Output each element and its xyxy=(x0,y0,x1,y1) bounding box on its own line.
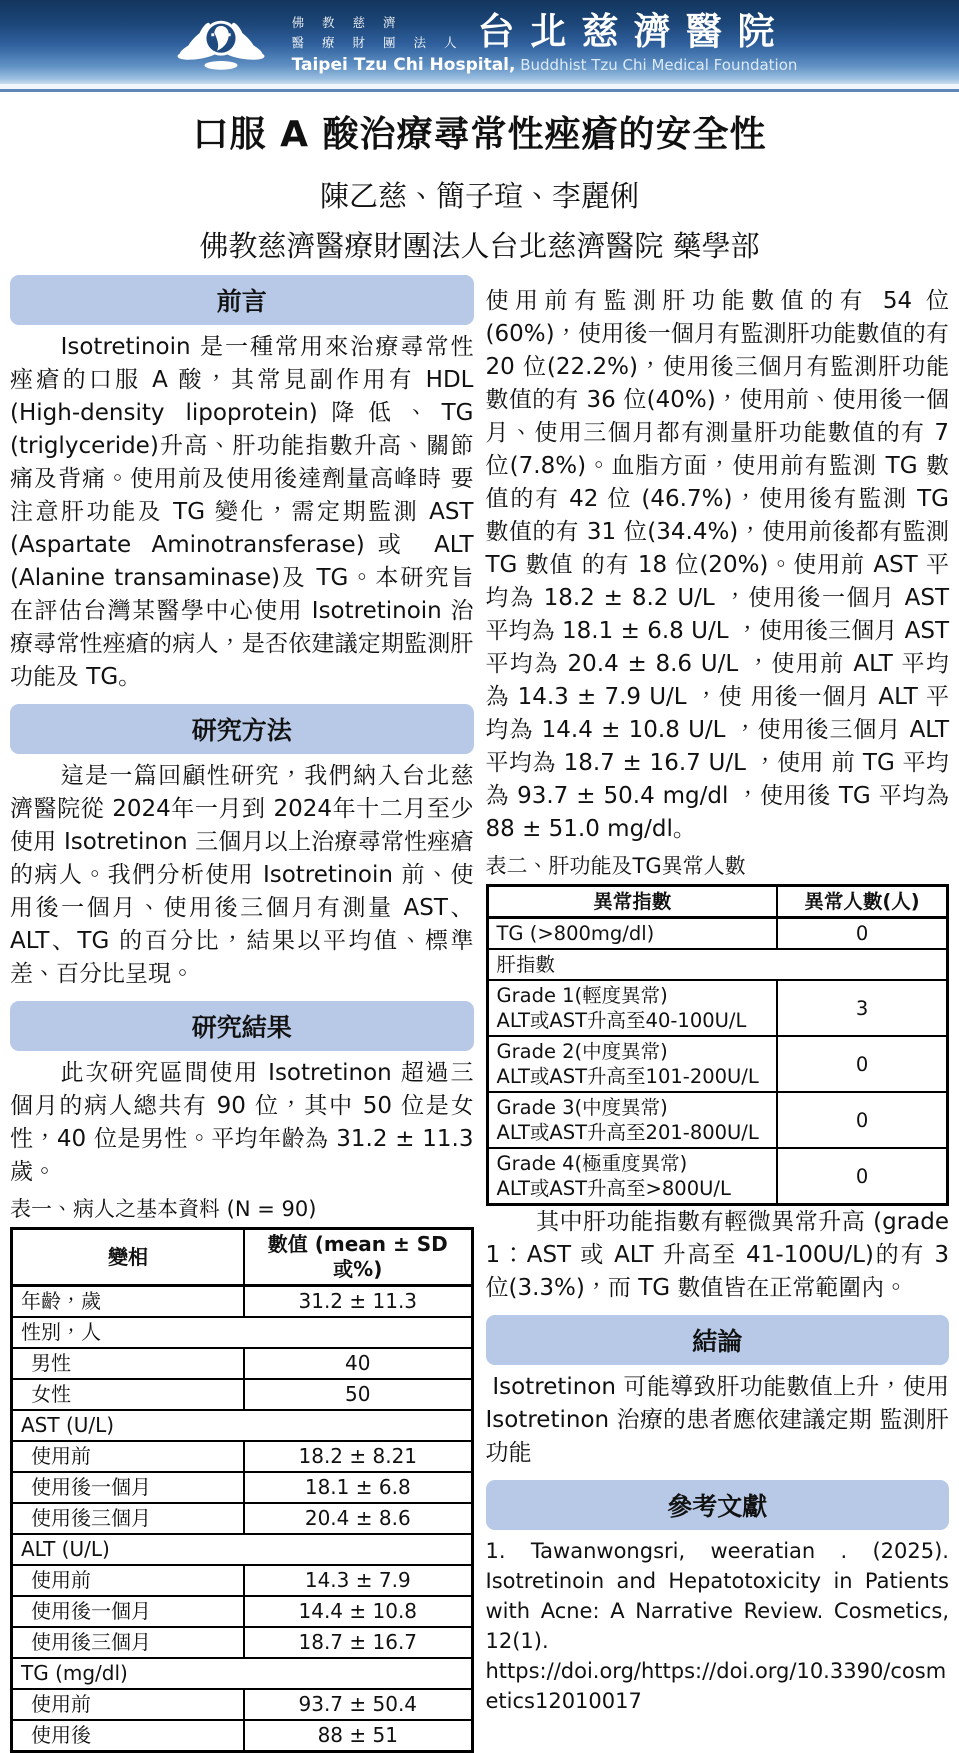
table-row: Grade 3(中度異常) ALT或AST升高至201-800U/L 0 xyxy=(487,1092,948,1148)
section-heading-intro: 前言 xyxy=(10,275,474,325)
table-row: 使用後 88 ± 51 xyxy=(12,1720,473,1752)
table-group-row: 肝指數 xyxy=(487,949,948,980)
section-heading-methods: 研究方法 xyxy=(10,704,474,754)
table-row: TG (>800mg/dl) 0 xyxy=(487,918,948,950)
conclusion-paragraph: Isotretinon 可能導致肝功能數值上升，使用 Isotretinon 治療的患者應依建議定期 監測肝功能 xyxy=(485,1374,949,1466)
tzu-chi-lotus-logo xyxy=(162,11,280,77)
hospital-name-en-bold: Taipei Tzu Chi Hospital, xyxy=(291,55,516,75)
section-heading-results: 研究結果 xyxy=(10,1001,474,1051)
table-row: 使用前 14.3 ± 7.9 xyxy=(12,1565,473,1596)
left-column xyxy=(10,265,474,1753)
hospital-banner xyxy=(0,0,959,84)
hospital-name-en-rest: Buddhist Tzu Chi Medical Foundation xyxy=(515,56,798,74)
table-row: Grade 1(輕度異常) ALT或AST升高至40-100U/L 3 xyxy=(487,980,948,1036)
intro-paragraph: Isotretinoin 是一種常用來治療尋常性痤瘡的口服 A 酸，其常見副作用有 HDL (High-density lipoprotein)降低、TG (triglyceride)升高、肝功能指數升高、關節痛及背痛。使用前及使用後達劑量高峰時 要注意肝功能及 TG 變化，需定期監測 AST (Aspartate Aminotransferase)或 ALT (Alanine transaminase)及 TG。本研究旨在評估台灣某醫學中心使用 Isotretinoin 治療尋常性痤瘡的病人，是否依建議定期監測肝功能及 TG。 xyxy=(10,334,474,690)
org-small-line1: 佛 教 慈 濟 xyxy=(291,15,403,31)
table-row: Grade 4(極重度異常) ALT或AST升高至>800U/L 0 xyxy=(487,1148,948,1205)
table1-demographics xyxy=(10,1227,474,1753)
results-paragraph-left: 此次研究區間使用 Isotretinon 超過三個月的病人總共有 90 位，其中 50 位是女性，40 位是男性。平均年齡為 31.2 ± 11.3 歲。 xyxy=(10,1060,474,1185)
section-heading-conclusion: 結論 xyxy=(486,1315,950,1365)
right-column xyxy=(486,265,950,1720)
affiliation-line: 佛教慈濟醫療財團法人台北慈濟醫院 藥學部 xyxy=(199,229,760,263)
table-group-row: TG (mg/dl) xyxy=(12,1658,473,1689)
table-row: 男性 40 xyxy=(12,1348,473,1379)
table2-abnormal-counts xyxy=(486,884,950,1206)
table2-caption: 表二、肝功能及TG異常人數 xyxy=(485,854,746,878)
table2-header-index: 異常指數 xyxy=(487,886,777,918)
table-row: 年齡，歲 31.2 ± 11.3 xyxy=(12,1286,473,1318)
table2-header-row xyxy=(487,886,948,918)
banner-text-block xyxy=(291,9,798,75)
table-row: 使用後三個月 18.7 ± 16.7 xyxy=(12,1627,473,1658)
results-paragraph-right: 使用前有監測肝功能數值的有 54 位 (60%)，使用後一個月有監測肝功能數值的有 20 位(22.2%)，使用後三個月有監測肝功能數值的有 36 位(40%)，使用前、使用後一個月、使用三個月都有測量肝功能數值的有 7 位(7.8%)。血脂方面，使用前有監測 TG 數值的有 42 位 (46.7%)，使用後有監測 TG 數值的有 31 位(34.4%)，使用前後都有監測 TG 數值 的有 18 位(20%)。使用前 AST 平均為 18.2 ± 8.2 U/L ，使用後一個月 AST 平均為 18.1 ± 6.8 U/L ，使用後三個月 AST 平均為 20.4 ± 8.6 U/L ，使用前 ALT 平均為 14.3 ± 7.9 U/L ，使 用後一個月 ALT 平均為 14.4 ± 10.8 U/L ，使用後三個月 ALT 平均為 18.7 ± 16.7 U/L ，使用 前 TG 平均為 93.7 ± 50.4 mg/dl ，使用後 TG 平均為 88 ± 51.0 mg/dl。 xyxy=(485,288,949,842)
org-small-line2: 醫 療 財 團 法 人 xyxy=(291,34,464,50)
table-group-row: ALT (U/L) xyxy=(12,1534,473,1565)
org-small-text xyxy=(292,13,464,52)
table-row: 使用前 93.7 ± 50.4 xyxy=(12,1689,473,1720)
methods-paragraph: 這是一篇回顧性研究，我們納入台北慈濟醫院從 2024年一月到 2024年十二月至少使用 Isotretinon 三個月以上治療尋常性痤瘡的病人。我們分析使用 Isotretinoin 前、使用後一個月、使用後三個月有測量 AST、ALT、TG 的百分比，結果以平均值、標準差、百分比呈現。 xyxy=(10,763,474,987)
table-row: 使用後三個月 20.4 ± 8.6 xyxy=(12,1503,473,1534)
table1-caption: 表一、病人之基本資料 (N = 90) xyxy=(10,1197,317,1221)
authors-line: 陳乙慈、簡子瑄、李麗俐 xyxy=(319,179,639,213)
table1-header-row xyxy=(12,1229,473,1286)
table-group-row: AST (U/L) xyxy=(12,1410,473,1441)
table1-header-value: 數值 (mean ± SD 或%) xyxy=(244,1229,472,1286)
hospital-name-en xyxy=(292,55,798,75)
table2-header-count: 異常人數(人) xyxy=(777,886,947,918)
table-row: 使用前 18.2 ± 8.21 xyxy=(12,1441,473,1472)
table-row: 使用後一個月 14.4 ± 10.8 xyxy=(12,1596,473,1627)
section-heading-references: 參考文獻 xyxy=(486,1480,950,1530)
table-row: 女性 50 xyxy=(12,1379,473,1410)
table1-header-variable: 變相 xyxy=(12,1229,245,1286)
reference-item: 1. Tawanwongsri, weeratian . (2025). Isotretinoin and Hepatotoxicity in Patients with Acne: A Narrative Review. Cosmetics, 12(1). https://doi.org/https://doi.org/10.3390/cosmetics12010017 xyxy=(485,1539,949,1713)
banner-content xyxy=(162,7,798,77)
poster-columns xyxy=(0,265,959,1753)
poster-title: 口服 A 酸治療尋常性痤瘡的安全性 xyxy=(192,114,767,155)
table-group-row: 性別，人 xyxy=(12,1317,473,1348)
banner-divider-line xyxy=(0,89,959,92)
hospital-name-zh: 台北慈濟醫院 xyxy=(477,9,790,53)
table-row: 使用後一個月 18.1 ± 6.8 xyxy=(12,1472,473,1503)
results-paragraph-after-table2: 其中肝功能指數有輕微異常升高 (grade 1：AST 或 ALT 升高至 41-100U/L)的有 3 位(3.3%)，而 TG 數值皆在正常範圍內。 xyxy=(485,1209,949,1301)
table-row: Grade 2(中度異常) ALT或AST升高至101-200U/L 0 xyxy=(487,1036,948,1092)
